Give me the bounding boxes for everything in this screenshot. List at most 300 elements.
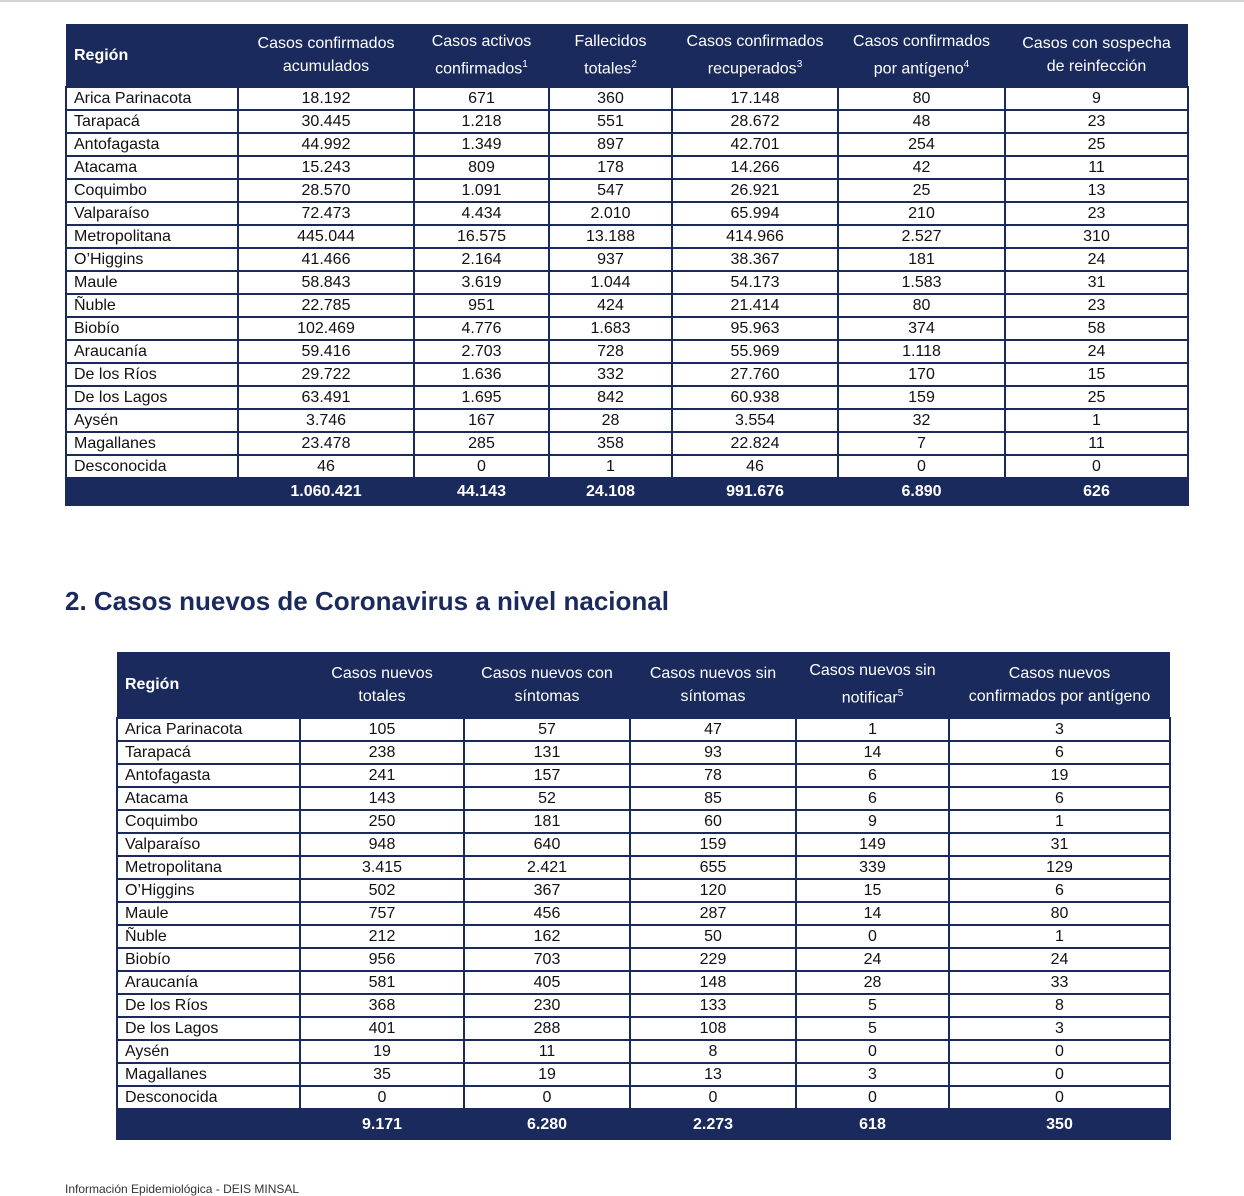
value-cell: 0 — [630, 1086, 796, 1109]
value-cell: 640 — [464, 833, 630, 856]
value-cell: 58 — [1005, 317, 1188, 340]
cumulative-column-header — [66, 24, 238, 87]
value-cell: 8 — [949, 994, 1170, 1017]
value-cell: 3 — [796, 1063, 949, 1086]
value-cell: 19 — [949, 764, 1170, 787]
table-row — [117, 810, 1170, 833]
value-cell: 170 — [838, 363, 1005, 386]
footnote-marker: 5 — [897, 688, 904, 700]
header-label: Región — [125, 676, 180, 693]
value-cell: 31 — [1005, 271, 1188, 294]
header-label: Casos nuevos sin — [649, 664, 777, 682]
value-cell: 42.701 — [672, 133, 838, 156]
new-cases-column-header — [796, 652, 949, 718]
value-cell: 50 — [630, 925, 796, 948]
value-cell: 16.575 — [414, 225, 549, 248]
value-cell: 809 — [414, 156, 549, 179]
region-cell: Araucanía — [66, 340, 238, 363]
value-cell: 8 — [630, 1040, 796, 1063]
table-row — [66, 87, 1188, 110]
total-cell: 618 — [796, 1109, 949, 1139]
value-cell: 33 — [949, 971, 1170, 994]
table-row — [117, 718, 1170, 741]
value-cell: 25 — [1005, 133, 1188, 156]
value-cell: 14 — [796, 741, 949, 764]
value-cell: 2.703 — [414, 340, 549, 363]
footnote-marker: 4 — [963, 58, 970, 70]
value-cell: 1.636 — [414, 363, 549, 386]
value-cell: 0 — [796, 1086, 949, 1109]
value-cell: 401 — [300, 1017, 464, 1040]
footnote-marker: 2 — [631, 58, 637, 70]
value-cell: 25 — [838, 179, 1005, 202]
cumulative-cases-body — [66, 87, 1188, 505]
header-label: Casos nuevos sin — [809, 662, 936, 680]
value-cell: 15 — [1005, 363, 1188, 386]
value-cell: 703 — [464, 948, 630, 971]
table-row — [117, 948, 1170, 971]
value-cell: 241 — [300, 764, 464, 787]
value-cell: 3 — [949, 1017, 1170, 1040]
header-label-line2: síntomas — [680, 687, 746, 705]
value-cell: 95.963 — [672, 317, 838, 340]
value-cell: 3 — [949, 718, 1170, 741]
table-row — [66, 156, 1188, 179]
value-cell: 23 — [1005, 110, 1188, 133]
total-cell: 2.273 — [630, 1109, 796, 1139]
total-cell: 6.280 — [464, 1109, 630, 1139]
value-cell: 157 — [464, 764, 630, 787]
value-cell: 0 — [414, 455, 549, 478]
cumulative-column-header — [549, 24, 672, 87]
value-cell: 1.695 — [414, 386, 549, 409]
total-cell: 24.108 — [549, 478, 672, 505]
value-cell: 181 — [464, 810, 630, 833]
value-cell: 229 — [630, 948, 796, 971]
cumulative-cases-table — [65, 24, 1189, 506]
value-cell: 7 — [838, 432, 1005, 455]
value-cell: 951 — [414, 294, 549, 317]
value-cell: 30.445 — [238, 110, 414, 133]
value-cell: 159 — [630, 833, 796, 856]
table-row — [66, 133, 1188, 156]
value-cell: 6 — [949, 741, 1170, 764]
value-cell: 65.994 — [672, 202, 838, 225]
value-cell: 59.416 — [238, 340, 414, 363]
value-cell: 19 — [464, 1063, 630, 1086]
value-cell: 52 — [464, 787, 630, 810]
value-cell: 0 — [796, 1040, 949, 1063]
total-cell: 6.890 — [838, 478, 1005, 505]
region-cell: Biobío — [66, 317, 238, 340]
value-cell: 581 — [300, 971, 464, 994]
value-cell: 2.010 — [549, 202, 672, 225]
value-cell: 502 — [300, 879, 464, 902]
value-cell: 15 — [796, 879, 949, 902]
value-cell: 6 — [949, 787, 1170, 810]
value-cell: 4.776 — [414, 317, 549, 340]
header-label-line2: por antígeno — [873, 60, 964, 78]
region-cell: Aysén — [66, 409, 238, 432]
value-cell: 6 — [949, 879, 1170, 902]
value-cell: 24 — [796, 948, 949, 971]
table-row — [66, 225, 1188, 248]
value-cell: 250 — [300, 810, 464, 833]
value-cell: 41.466 — [238, 248, 414, 271]
value-cell: 23 — [1005, 294, 1188, 317]
table-row — [117, 879, 1170, 902]
value-cell: 60.938 — [672, 386, 838, 409]
value-cell: 254 — [838, 133, 1005, 156]
value-cell: 1 — [549, 455, 672, 478]
total-cell: 626 — [1005, 478, 1188, 505]
value-cell: 238 — [300, 741, 464, 764]
value-cell: 143 — [300, 787, 464, 810]
header-label: Casos nuevos — [1008, 664, 1111, 682]
cumulative-column-header — [238, 24, 414, 87]
header-label-line2: totales — [584, 60, 632, 78]
value-cell: 0 — [300, 1086, 464, 1109]
value-cell: 0 — [796, 925, 949, 948]
total-cell: 991.676 — [672, 478, 838, 505]
header-label: Fallecidos — [574, 32, 647, 50]
region-cell: Aysén — [117, 1040, 300, 1063]
region-cell: Coquimbo — [66, 179, 238, 202]
region-cell: Maule — [66, 271, 238, 294]
table-row — [66, 248, 1188, 271]
region-cell: Ñuble — [117, 925, 300, 948]
value-cell: 0 — [1005, 455, 1188, 478]
header-label: Casos confirmados — [686, 32, 824, 50]
region-cell: Tarapacá — [117, 741, 300, 764]
value-cell: 2.164 — [414, 248, 549, 271]
region-cell: Antofagasta — [117, 764, 300, 787]
table-row — [66, 455, 1188, 478]
value-cell: 212 — [300, 925, 464, 948]
value-cell: 21.414 — [672, 294, 838, 317]
value-cell: 367 — [464, 879, 630, 902]
table-row — [66, 202, 1188, 225]
value-cell: 129 — [949, 856, 1170, 879]
header-label: Casos con sospecha — [1022, 35, 1171, 52]
header-label: Casos nuevos con — [481, 664, 613, 682]
header-label: Región — [74, 46, 129, 64]
value-cell: 72.473 — [238, 202, 414, 225]
table-row — [117, 1086, 1170, 1109]
value-cell: 671 — [414, 87, 549, 110]
value-cell: 42 — [838, 156, 1005, 179]
value-cell: 31 — [949, 833, 1170, 856]
value-cell: 937 — [549, 248, 672, 271]
region-cell: Tarapacá — [66, 110, 238, 133]
value-cell: 1.118 — [838, 340, 1005, 363]
region-cell: Biobío — [117, 948, 300, 971]
value-cell: 25 — [1005, 386, 1188, 409]
source-footnote: Información Epidemiológica - DEIS MINSAL — [65, 1182, 300, 1196]
value-cell: 948 — [300, 833, 464, 856]
value-cell: 24 — [949, 948, 1170, 971]
header-label: Casos nuevos — [331, 664, 433, 682]
table-row — [117, 1040, 1170, 1063]
new-cases-header — [117, 652, 1170, 718]
new-cases-body — [117, 718, 1170, 1139]
value-cell: 6 — [796, 764, 949, 787]
new-cases-column-header — [300, 652, 464, 718]
region-cell: Metropolitana — [117, 856, 300, 879]
value-cell: 1.683 — [549, 317, 672, 340]
value-cell: 55.969 — [672, 340, 838, 363]
cumulative-column-header — [672, 24, 838, 87]
value-cell: 28 — [796, 971, 949, 994]
value-cell: 93 — [630, 741, 796, 764]
value-cell: 80 — [838, 87, 1005, 110]
value-cell: 210 — [838, 202, 1005, 225]
value-cell: 159 — [838, 386, 1005, 409]
value-cell: 1.044 — [549, 271, 672, 294]
region-cell: Valparaíso — [117, 833, 300, 856]
footnote-marker: 3 — [796, 58, 803, 70]
value-cell: 1 — [796, 718, 949, 741]
value-cell: 23 — [1005, 202, 1188, 225]
value-cell: 22.785 — [238, 294, 414, 317]
value-cell: 22.824 — [672, 432, 838, 455]
value-cell: 285 — [414, 432, 549, 455]
new-cases-table — [116, 652, 1171, 1140]
value-cell: 5 — [796, 1017, 949, 1040]
table-row — [117, 925, 1170, 948]
footnote-marker: 1 — [522, 58, 528, 70]
total-cell: 1.060.421 — [238, 478, 414, 505]
region-cell: Atacama — [117, 787, 300, 810]
header-label: Casos activos — [431, 32, 532, 50]
value-cell: 0 — [838, 455, 1005, 478]
value-cell: 1.091 — [414, 179, 549, 202]
value-cell: 424 — [549, 294, 672, 317]
region-cell: Araucanía — [117, 971, 300, 994]
value-cell: 1 — [1005, 409, 1188, 432]
new-cases-column-header — [630, 652, 796, 718]
cumulative-column-header — [1005, 24, 1188, 87]
value-cell: 3.554 — [672, 409, 838, 432]
value-cell: 11 — [1005, 156, 1188, 179]
region-cell: De los Ríos — [117, 994, 300, 1017]
value-cell: 35 — [300, 1063, 464, 1086]
value-cell: 310 — [1005, 225, 1188, 248]
value-cell: 1 — [949, 810, 1170, 833]
value-cell: 956 — [300, 948, 464, 971]
table-row — [117, 741, 1170, 764]
value-cell: 1.349 — [414, 133, 549, 156]
table-row — [117, 856, 1170, 879]
header-label-line2: síntomas — [514, 687, 580, 705]
new-cases-column-header — [117, 652, 300, 718]
value-cell: 757 — [300, 902, 464, 925]
table-row — [66, 386, 1188, 409]
value-cell: 48 — [838, 110, 1005, 133]
value-cell: 24 — [1005, 340, 1188, 363]
header-label-line2: recuperados — [707, 60, 797, 78]
value-cell: 46 — [672, 455, 838, 478]
value-cell: 14.266 — [672, 156, 838, 179]
value-cell: 0 — [464, 1086, 630, 1109]
region-cell: Atacama — [66, 156, 238, 179]
value-cell: 78 — [630, 764, 796, 787]
value-cell: 1.218 — [414, 110, 549, 133]
totals-row — [117, 1109, 1170, 1139]
value-cell: 842 — [549, 386, 672, 409]
value-cell: 148 — [630, 971, 796, 994]
value-cell: 29.722 — [238, 363, 414, 386]
table-row — [66, 317, 1188, 340]
table-row — [66, 110, 1188, 133]
value-cell: 230 — [464, 994, 630, 1017]
value-cell: 897 — [549, 133, 672, 156]
value-cell: 368 — [300, 994, 464, 1017]
value-cell: 414.966 — [672, 225, 838, 248]
table-row — [66, 409, 1188, 432]
value-cell: 28.672 — [672, 110, 838, 133]
value-cell: 105 — [300, 718, 464, 741]
value-cell: 11 — [464, 1040, 630, 1063]
region-cell: O’Higgins — [66, 248, 238, 271]
value-cell: 178 — [549, 156, 672, 179]
value-cell: 54.173 — [672, 271, 838, 294]
value-cell: 102.469 — [238, 317, 414, 340]
value-cell: 85 — [630, 787, 796, 810]
cumulative-cases-header — [66, 24, 1188, 87]
value-cell: 288 — [464, 1017, 630, 1040]
value-cell: 551 — [549, 110, 672, 133]
value-cell: 287 — [630, 902, 796, 925]
value-cell: 19 — [300, 1040, 464, 1063]
totals-row — [66, 478, 1188, 505]
value-cell: 13 — [1005, 179, 1188, 202]
value-cell: 23.478 — [238, 432, 414, 455]
value-cell: 18.192 — [238, 87, 414, 110]
table-row — [117, 971, 1170, 994]
value-cell: 5 — [796, 994, 949, 1017]
value-cell: 3.746 — [238, 409, 414, 432]
table-row — [66, 179, 1188, 202]
table-row — [117, 833, 1170, 856]
value-cell: 3.415 — [300, 856, 464, 879]
value-cell: 0 — [949, 1086, 1170, 1109]
region-cell: Ñuble — [66, 294, 238, 317]
value-cell: 339 — [796, 856, 949, 879]
total-cell: 350 — [949, 1109, 1170, 1139]
value-cell: 1 — [949, 925, 1170, 948]
cumulative-column-header — [414, 24, 549, 87]
value-cell: 167 — [414, 409, 549, 432]
value-cell: 13 — [630, 1063, 796, 1086]
region-cell: Magallanes — [66, 432, 238, 455]
table-row — [66, 340, 1188, 363]
value-cell: 133 — [630, 994, 796, 1017]
region-cell: Desconocida — [66, 455, 238, 478]
table-row — [117, 764, 1170, 787]
value-cell: 11 — [1005, 432, 1188, 455]
table-row — [117, 1017, 1170, 1040]
table-row — [66, 363, 1188, 386]
value-cell: 44.992 — [238, 133, 414, 156]
value-cell: 32 — [838, 409, 1005, 432]
value-cell: 332 — [549, 363, 672, 386]
value-cell: 2.421 — [464, 856, 630, 879]
header-label-line2: de reinfección — [1046, 58, 1147, 75]
value-cell: 28 — [549, 409, 672, 432]
value-cell: 15.243 — [238, 156, 414, 179]
region-cell: Arica Parinacota — [117, 718, 300, 741]
value-cell: 2.527 — [838, 225, 1005, 248]
value-cell: 60 — [630, 810, 796, 833]
value-cell: 728 — [549, 340, 672, 363]
header-label-line2: notificar — [841, 689, 898, 707]
header-label-line2: totales — [358, 687, 406, 705]
total-cell — [66, 478, 238, 505]
value-cell: 1.583 — [838, 271, 1005, 294]
value-cell: 38.367 — [672, 248, 838, 271]
table-row — [117, 1063, 1170, 1086]
value-cell: 181 — [838, 248, 1005, 271]
value-cell: 456 — [464, 902, 630, 925]
new-cases-column-header — [464, 652, 630, 718]
value-cell: 655 — [630, 856, 796, 879]
value-cell: 63.491 — [238, 386, 414, 409]
value-cell: 13.188 — [549, 225, 672, 248]
region-cell: Metropolitana — [66, 225, 238, 248]
header-label-line2: acumulados — [282, 58, 370, 75]
value-cell: 0 — [949, 1040, 1170, 1063]
region-cell: De los Lagos — [66, 386, 238, 409]
value-cell: 405 — [464, 971, 630, 994]
total-cell — [117, 1109, 300, 1139]
value-cell: 17.148 — [672, 87, 838, 110]
value-cell: 4.434 — [414, 202, 549, 225]
top-rule — [0, 0, 1244, 2]
value-cell: 26.921 — [672, 179, 838, 202]
table-row — [117, 902, 1170, 925]
header-label-line2: confirmados por antígeno — [968, 687, 1151, 705]
value-cell: 360 — [549, 87, 672, 110]
value-cell: 149 — [796, 833, 949, 856]
cumulative-column-header — [838, 24, 1005, 87]
region-cell: Coquimbo — [117, 810, 300, 833]
value-cell: 3.619 — [414, 271, 549, 294]
value-cell: 24 — [1005, 248, 1188, 271]
total-cell: 44.143 — [414, 478, 549, 505]
value-cell: 358 — [549, 432, 672, 455]
value-cell: 80 — [838, 294, 1005, 317]
value-cell: 162 — [464, 925, 630, 948]
value-cell: 108 — [630, 1017, 796, 1040]
value-cell: 58.843 — [238, 271, 414, 294]
value-cell: 0 — [949, 1063, 1170, 1086]
region-cell: Maule — [117, 902, 300, 925]
region-cell: Valparaíso — [66, 202, 238, 225]
value-cell: 120 — [630, 879, 796, 902]
region-cell: Antofagasta — [66, 133, 238, 156]
region-cell: De los Ríos — [66, 363, 238, 386]
region-cell: Magallanes — [117, 1063, 300, 1086]
region-cell: O’Higgins — [117, 879, 300, 902]
header-label-line2: confirmados — [435, 60, 523, 78]
table-row — [117, 787, 1170, 810]
total-cell: 9.171 — [300, 1109, 464, 1139]
value-cell: 547 — [549, 179, 672, 202]
section-title: 2. Casos nuevos de Coronavirus a nivel nacional — [65, 586, 669, 616]
value-cell: 9 — [796, 810, 949, 833]
value-cell: 80 — [949, 902, 1170, 925]
